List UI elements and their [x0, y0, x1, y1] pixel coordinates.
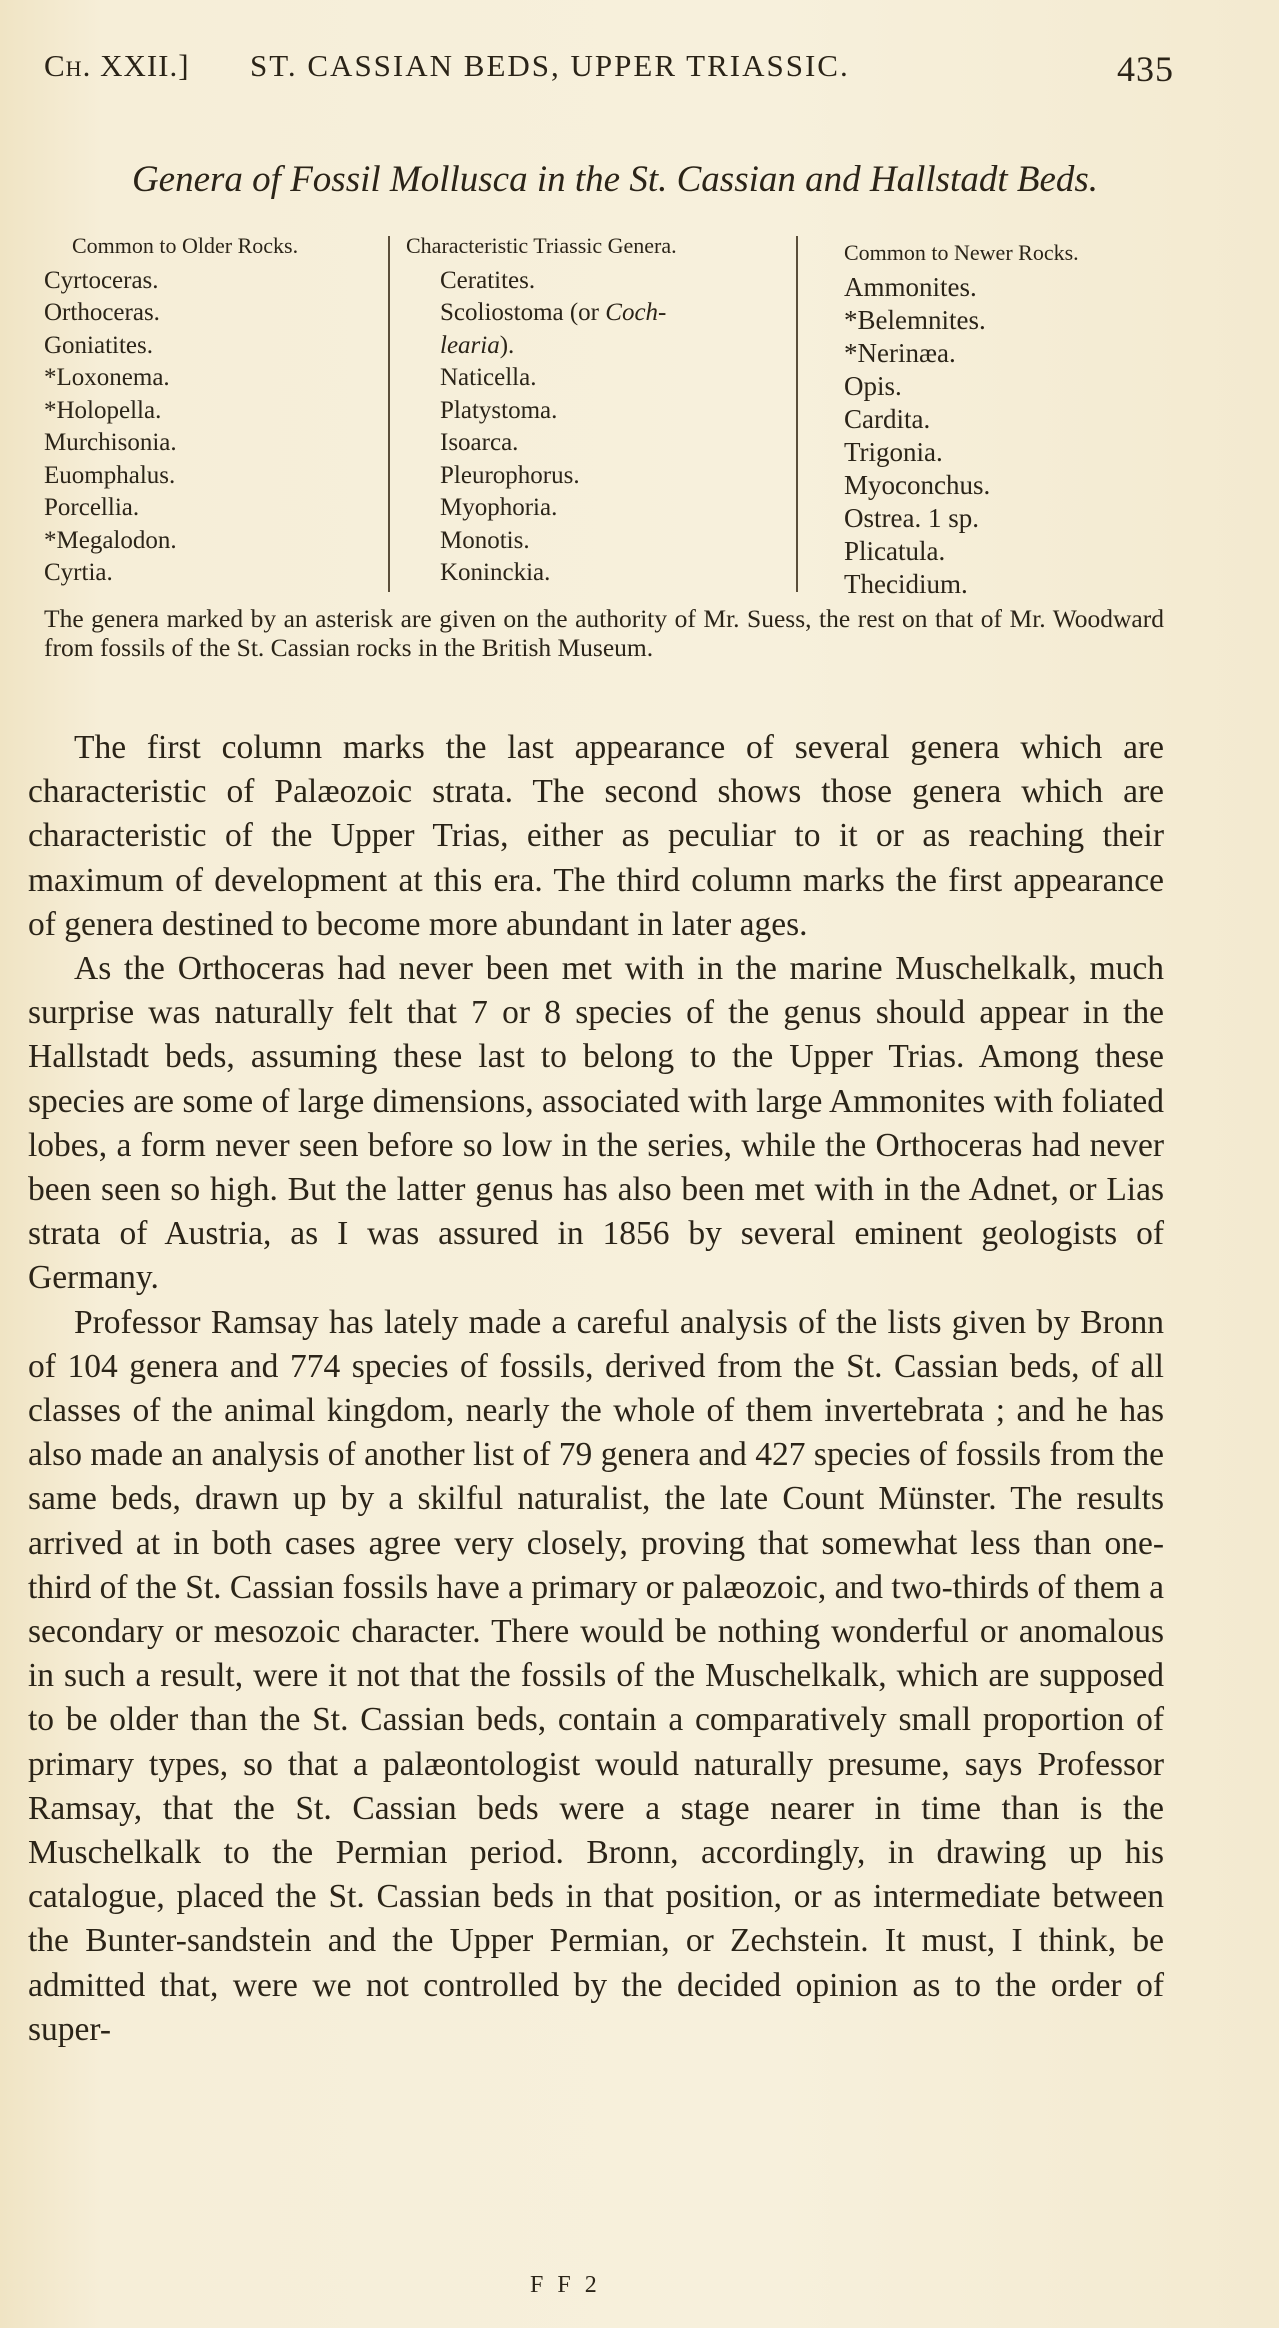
genus-entry: Cyrtia.: [44, 559, 113, 586]
genus-entry: *Megalodon.: [44, 526, 177, 554]
column-header: Characteristic Triassic Genera.: [406, 233, 677, 258]
genus-entry: Isoarca.: [440, 429, 519, 456]
genus-entry: Cardita.: [844, 404, 931, 434]
genus-entry: Koninckia.: [440, 559, 551, 586]
genus-entry: Ostrea. 1 sp.: [844, 503, 979, 533]
genus-entry: *Nerinæa.: [844, 338, 956, 368]
table-footnote: The genera marked by an asterisk are given on the authority of Mr. Suess, the rest on that of Mr. Woodward from fossils of the St. Cassian rocks in the British Museum.: [44, 604, 1164, 662]
column-header: Common to Newer Rocks.: [844, 240, 1079, 265]
column-divider: [796, 236, 798, 592]
paragraph: Professor Ramsay has lately made a careful analysis of the lists given by Bronn of 104 genera and 774 species of fossils, derived from the St. Cassian beds, of all classes of the animal kingdom, nearly the whole of them invertebrata ; and he has also made an analysis of another list of 79 genera and 427 species of fossils from the same beds, drawn up by a skilful naturalist, the late Count Münster. The results arrived at in both cases agree very closely, proving that somewhat less than one-third of the St. Cassian fossils have a primary or palæozoic, and two-thirds of them a secondary or mesozoic character. There would be nothing wonderful or anomalous in such a result, were it not that the fossils of the Muschelkalk, which are supposed to be older than the St. Cassian beds, contain a comparatively small proportion of primary types, so that a palæontologist would naturally presume, says Professor Ramsay, that the St. Cassian beds were a stage nearer in time than is the Muschelkalk to the Permian period. Bronn, accordingly, in drawing up his catalogue, placed the St. Cassian beds in that position, or as intermediate between the Bunter-sandstein and the Upper Permian, or Zechstein. It must, I think, be admitted that, were we not controlled by the decided opinion as to the order of super-: [28, 1303, 1164, 2048]
genus-entry: Cyrtoceras.: [44, 266, 159, 294]
genus-entry: Orthoceras.: [44, 299, 160, 326]
running-title: ST. CASSIAN BEDS, UPPER TRIASSIC.: [250, 48, 850, 83]
column-older-rocks: [44, 230, 384, 590]
genus-entry: Scoliostoma (or Coch-: [440, 299, 667, 326]
genus-entry: Platystoma.: [440, 396, 558, 424]
genus-entry: Ceratites.: [440, 266, 536, 294]
table-caption: Genera of Fossil Mollusca in the St. Cassian and Hallstadt Beds.: [131, 159, 1099, 200]
genus-entry: Naticella.: [440, 364, 537, 391]
italic-genus-fragment: learia: [440, 331, 500, 359]
genera-table: [44, 230, 1164, 600]
genus-entry: *Loxonema.: [44, 364, 170, 391]
genus-entry: Ammonites.: [844, 272, 977, 302]
running-head: [44, 48, 1174, 92]
genus-entry: learia).: [440, 331, 515, 359]
genus-entry: Porcellia.: [44, 494, 140, 521]
chapter-label: Ch. XXII.]: [44, 48, 190, 83]
genus-entry: *Holopella.: [44, 396, 162, 424]
column-divider: [388, 236, 390, 592]
genus-entry: Monotis.: [440, 526, 530, 554]
genus-entry: Plicatula.: [844, 536, 946, 566]
body-text: [28, 726, 1164, 2052]
genus-entry: Trigonia.: [844, 437, 943, 467]
paragraph: The first column marks the last appearance of several genera which are characteristic of Palæozoic strata. The second shows those genera which are characteristic of the Upper Trias, either as peculiar to it or as reaching their maximum of development at this era. The third column marks the first appearance of genera destined to become more abundant in later ages.: [28, 729, 1164, 943]
column-header: Common to Older Rocks.: [72, 233, 299, 258]
column-triassic: [406, 230, 806, 590]
genus-entry: Thecidium.: [844, 569, 968, 599]
genus-entry: *Belemnites.: [844, 305, 986, 335]
genus-entry: Euomphalus.: [44, 461, 176, 489]
genus-entry: Murchisonia.: [44, 429, 177, 456]
page-number: 435: [1117, 49, 1174, 89]
italic-genus-fragment: Coch-: [605, 299, 667, 326]
genus-entry: Myoconchus.: [844, 470, 991, 500]
genus-entry: Opis.: [844, 371, 902, 401]
genus-entry: Goniatites.: [44, 331, 154, 359]
column-newer-rocks: [840, 230, 1170, 601]
signature-mark: F F 2: [530, 2272, 601, 2298]
genus-entry: Myophoria.: [440, 494, 558, 521]
genus-entry: Pleurophorus.: [440, 461, 580, 489]
paragraph: As the Orthoceras had never been met with in the marine Muschelkalk, much surprise was naturally felt that 7 or 8 species of the genus should appear in the Hallstadt beds, assuming these last to belong to the Upper Trias. Among these species are some of large dimensions, associated with large Ammonites with foliated lobes, a form never seen before so low in the series, while the Orthoceras had never been seen so high. But the latter genus has also been met with in the Adnet, or Lias strata of Austria, as I was assured in 1856 by several eminent geologists of Germany.: [28, 950, 1164, 1297]
